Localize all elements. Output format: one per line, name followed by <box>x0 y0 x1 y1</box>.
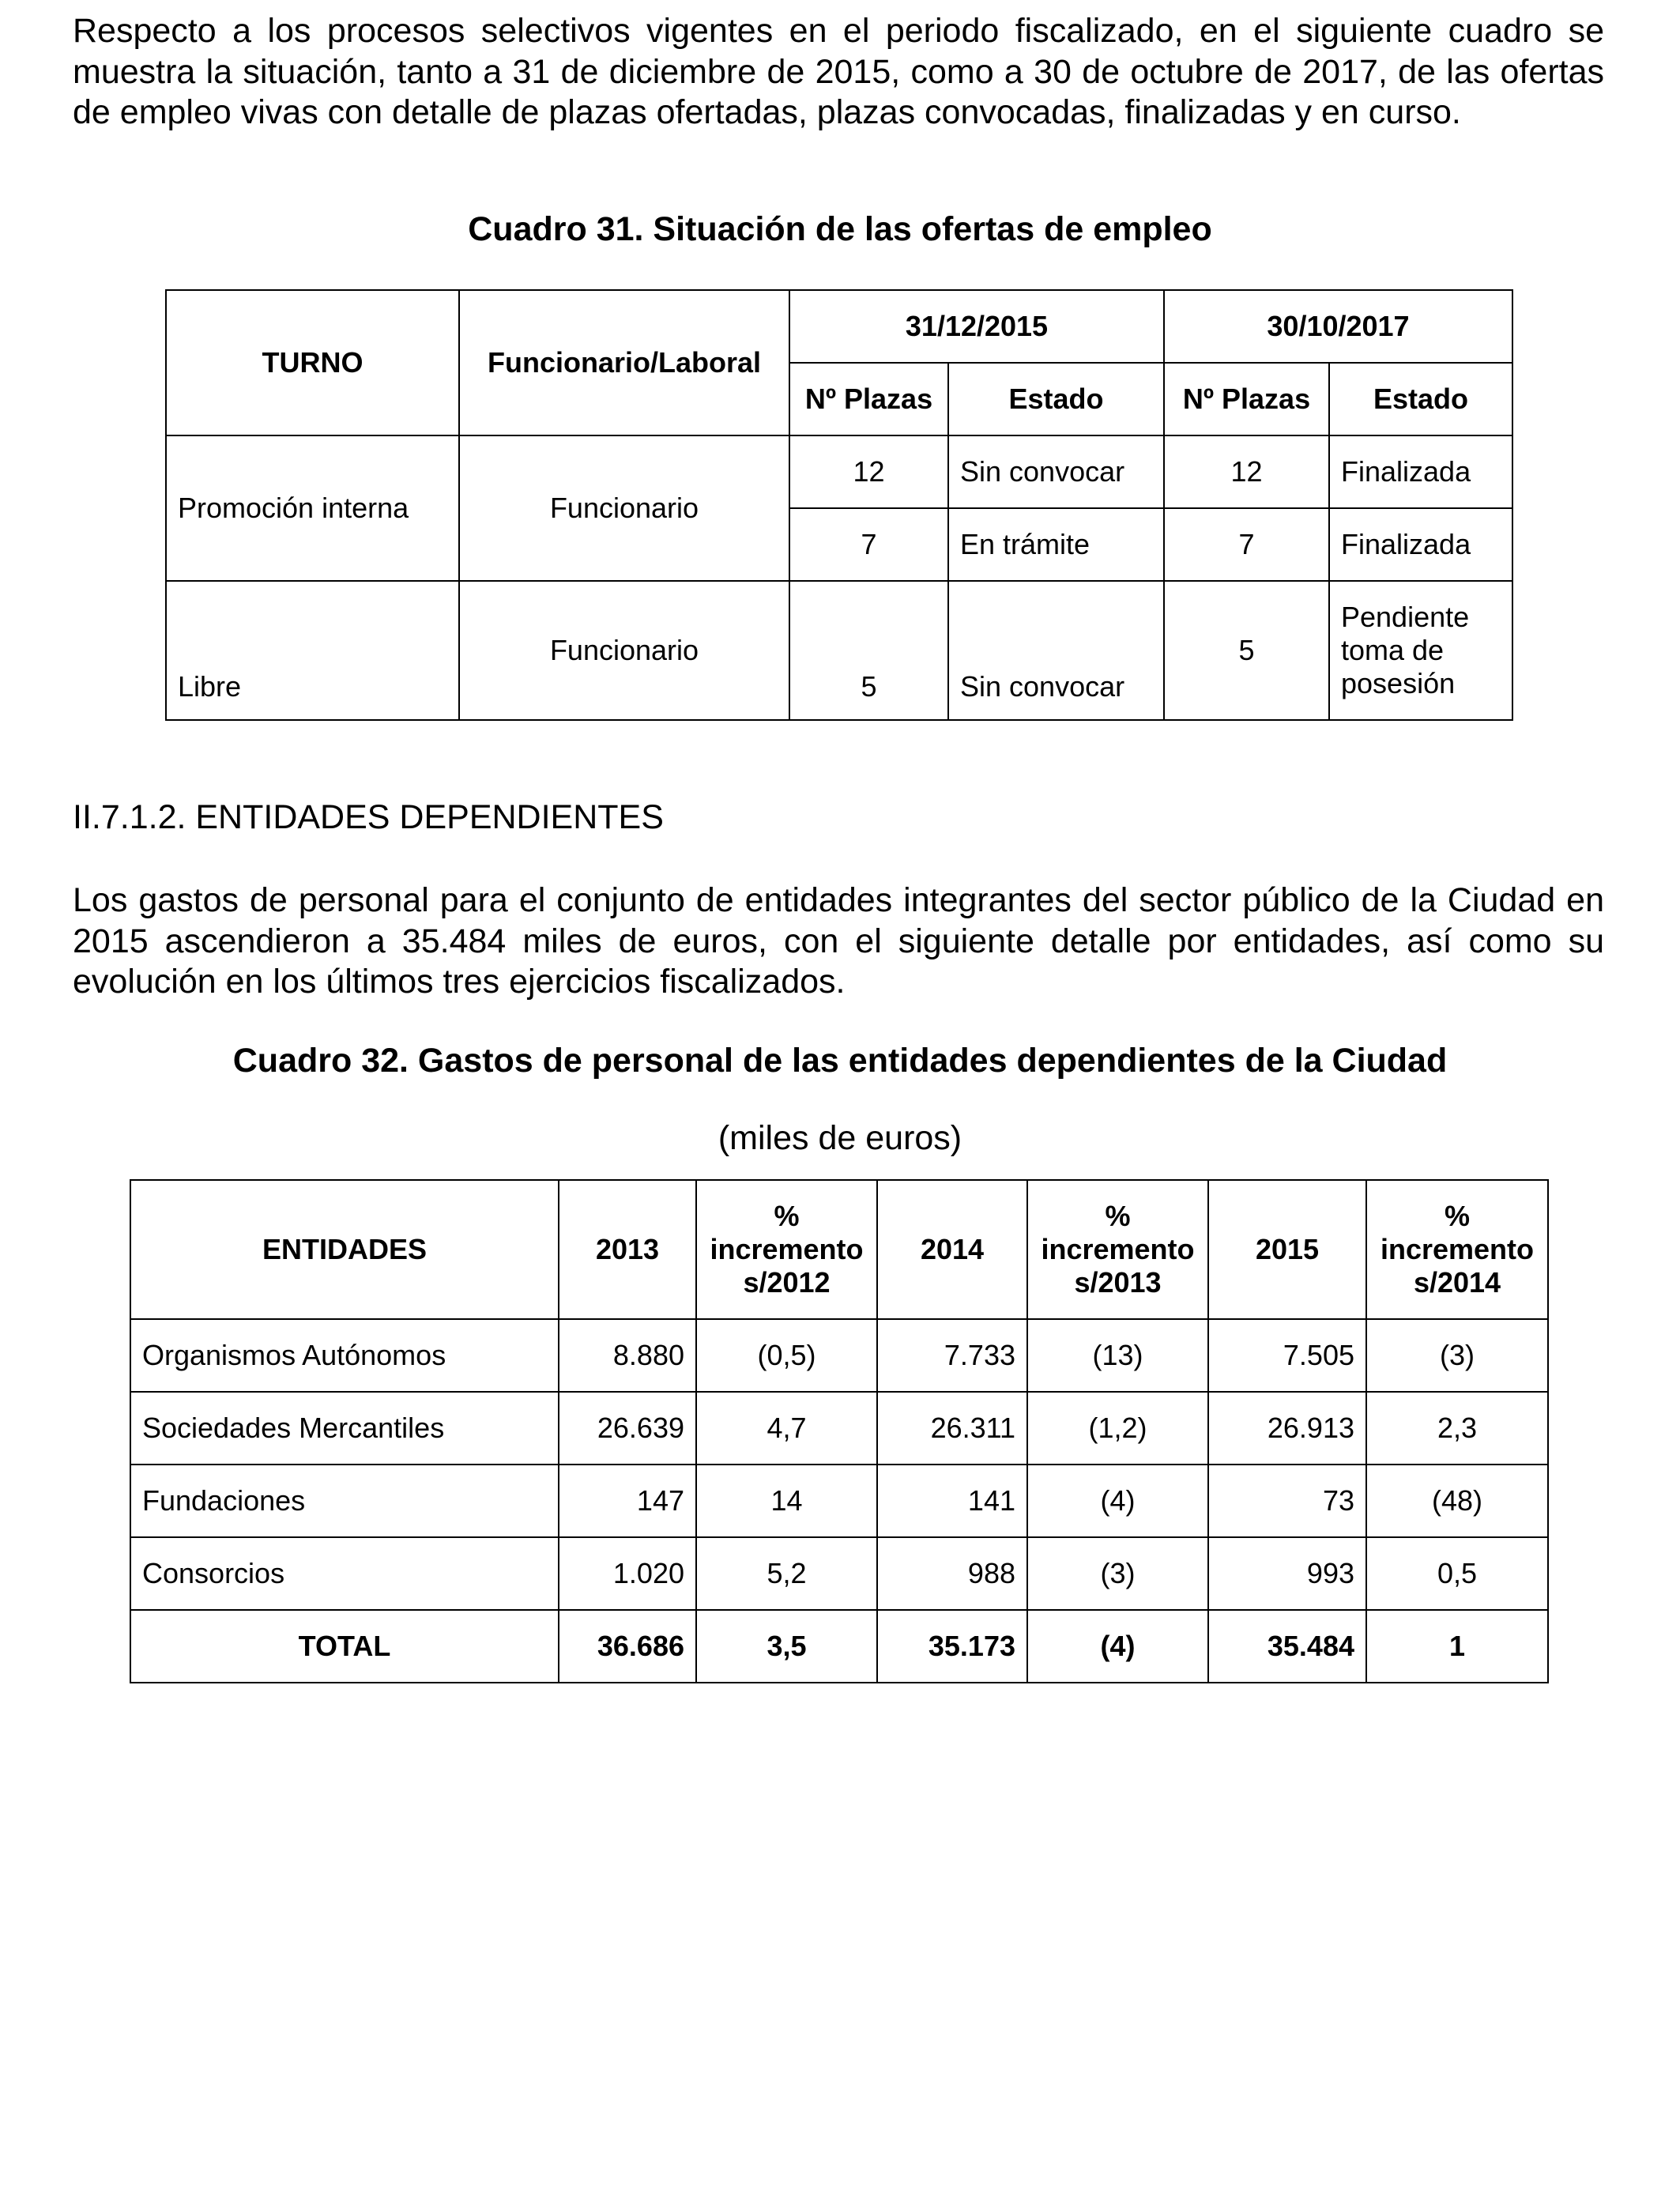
personnel-expenses-table <box>130 1179 1549 1683</box>
header-date-2015: 31/12/2015 <box>789 290 1164 363</box>
header-turno: TURNO <box>166 290 459 435</box>
header-base-year: s/2012 <box>743 1266 831 1299</box>
inc-2012: 4,7 <box>696 1392 877 1465</box>
inc-2014: (3) <box>1366 1319 1548 1392</box>
estado-cell: Finalizada <box>1329 508 1512 581</box>
inc-2013: (1,2) <box>1027 1392 1208 1465</box>
header-pct: % <box>774 1200 800 1232</box>
header-2014: 2014 <box>877 1180 1027 1319</box>
table-row <box>130 1465 1548 1537</box>
inc-2014: 2,3 <box>1366 1392 1548 1465</box>
entity-name: Sociedades Mercantiles <box>130 1392 559 1465</box>
value-2013: 147 <box>559 1465 696 1537</box>
header-plazas-2017: Nº Plazas <box>1164 363 1329 435</box>
header-inc-2013 <box>1027 1180 1208 1319</box>
header-estado-2015: Estado <box>948 363 1164 435</box>
plazas-cell: 5 <box>1164 581 1329 720</box>
estado-cell: Pendiente toma de posesión <box>1329 581 1512 720</box>
estado-cell: En trámite <box>948 508 1164 581</box>
total-inc-2013: (4) <box>1027 1610 1208 1683</box>
total-row <box>130 1610 1548 1683</box>
header-pct: % <box>1444 1200 1470 1232</box>
total-2015: 35.484 <box>1208 1610 1366 1683</box>
header-base-year: s/2014 <box>1413 1266 1501 1299</box>
entity-name: Consorcios <box>130 1537 559 1610</box>
value-2014: 7.733 <box>877 1319 1027 1392</box>
inc-2013: (13) <box>1027 1319 1208 1392</box>
value-2015: 7.505 <box>1208 1319 1366 1392</box>
intro-paragraph: Respecto a los procesos selectivos vigentes en el periodo fiscalizado, en el siguiente cuadro se muestra la situación, tanto a 31 de diciembre de 2015, como a 30 de octubre de 2017, de las ofertas de empleo vivas con detalle de plazas ofertadas, plazas convocadas, finalizadas y en curso. <box>73 12 1604 131</box>
header-incremento: incremento <box>1380 1233 1535 1265</box>
plazas-cell: 12 <box>1164 435 1329 508</box>
plazas-cell: 12 <box>789 435 948 508</box>
value-2013: 1.020 <box>559 1537 696 1610</box>
tipo-cell: Funcionario <box>459 435 789 581</box>
header-inc-2012 <box>696 1180 877 1319</box>
table31-caption: Cuadro 31. Situación de las ofertas de empleo <box>468 210 1212 248</box>
value-2015: 73 <box>1208 1465 1366 1537</box>
total-2013: 36.686 <box>559 1610 696 1683</box>
table32-caption: Cuadro 32. Gastos de personal de las entidades dependientes de la Ciudad <box>232 1042 1448 1080</box>
plazas-cell: 7 <box>789 508 948 581</box>
header-2013: 2013 <box>559 1180 696 1319</box>
table-row <box>166 581 1512 720</box>
total-label: TOTAL <box>130 1610 559 1683</box>
value-2013: 26.639 <box>559 1392 696 1465</box>
header-base-year: s/2013 <box>1074 1266 1162 1299</box>
tipo-cell: Funcionario <box>459 581 789 720</box>
header-inc-2014 <box>1366 1180 1548 1319</box>
inc-2014: (48) <box>1366 1465 1548 1537</box>
header-incremento: incremento <box>1041 1233 1195 1265</box>
inc-2012: 5,2 <box>696 1537 877 1610</box>
estado-cell: Finalizada <box>1329 435 1512 508</box>
value-2015: 26.913 <box>1208 1392 1366 1465</box>
inc-2012: (0,5) <box>696 1319 877 1392</box>
header-entidades: ENTIDADES <box>130 1180 559 1319</box>
value-2014: 141 <box>877 1465 1027 1537</box>
header-pct: % <box>1105 1200 1131 1232</box>
header-tipo: Funcionario/Laboral <box>459 290 789 435</box>
entity-name: Fundaciones <box>130 1465 559 1537</box>
header-estado-2017: Estado <box>1329 363 1512 435</box>
table-row <box>130 1537 1548 1610</box>
paragraph-entities: Los gastos de personal para el conjunto de entidades integrantes del sector público de la Ciudad en 2015 ascendieron a 35.484 miles de euros, con el siguiente detalle por entidades, así como su evolución en los últimos tres ejercicios fiscalizados. <box>73 881 1604 1001</box>
total-inc-2014: 1 <box>1366 1610 1548 1683</box>
inc-2014: 0,5 <box>1366 1537 1548 1610</box>
value-2015: 993 <box>1208 1537 1366 1610</box>
section-heading: II.7.1.2. ENTIDADES DEPENDIENTES <box>73 798 664 836</box>
value-2014: 988 <box>877 1537 1027 1610</box>
inc-2012: 14 <box>696 1465 877 1537</box>
inc-2013: (3) <box>1027 1537 1208 1610</box>
value-2013: 8.880 <box>559 1319 696 1392</box>
units-label: (miles de euros) <box>718 1119 962 1157</box>
turno-cell: Libre <box>166 581 459 720</box>
estado-cell: Sin convocar <box>948 435 1164 508</box>
inc-2013: (4) <box>1027 1465 1208 1537</box>
turno-cell: Promoción interna <box>166 435 459 581</box>
plazas-cell: 7 <box>1164 508 1329 581</box>
entity-name: Organismos Autónomos <box>130 1319 559 1392</box>
job-offers-table <box>165 289 1513 721</box>
header-plazas-2015: Nº Plazas <box>789 363 948 435</box>
value-2014: 26.311 <box>877 1392 1027 1465</box>
estado-cell: Sin convocar <box>948 581 1164 720</box>
header-incremento: incremento <box>710 1233 864 1265</box>
header-date-2017: 30/10/2017 <box>1164 290 1512 363</box>
table-row <box>130 1319 1548 1392</box>
table-row <box>130 1392 1548 1465</box>
total-inc-2012: 3,5 <box>696 1610 877 1683</box>
total-2014: 35.173 <box>877 1610 1027 1683</box>
header-2015: 2015 <box>1208 1180 1366 1319</box>
plazas-cell: 5 <box>789 581 948 720</box>
table-row <box>166 435 1512 508</box>
